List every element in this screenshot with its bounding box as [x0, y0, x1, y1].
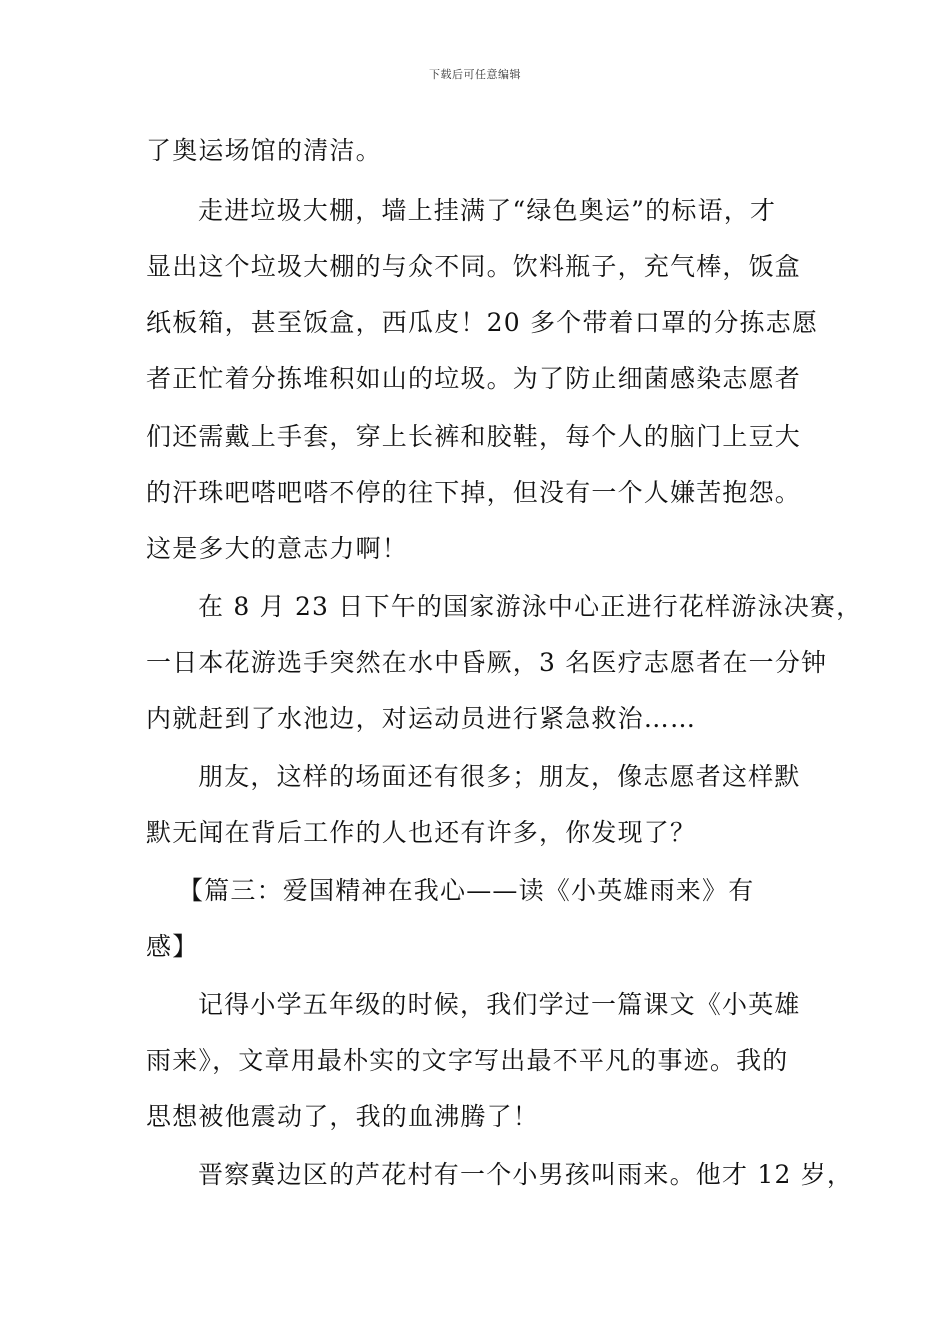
section-heading: 【篇三：爱国精神在我心——读《小英雄雨来》有	[178, 876, 755, 905]
text-line: 思想被他震动了，我的血沸腾了！	[146, 1102, 540, 1131]
page-header-note: 下载后可任意编辑	[429, 68, 521, 81]
text-line: 的汗珠吧嗒吧嗒不停的往下掉，但没有一个人嫌苦抱怨。	[146, 478, 802, 507]
paragraph-line: 在 8 月 23 日下午的国家游泳中心正进行花样游泳决赛，	[198, 592, 863, 621]
text-line: 显出这个垃圾大棚的与众不同。饮料瓶子，充气棒，饭盒	[146, 252, 802, 281]
paragraph-line: 晋察冀边区的芦花村有一个小男孩叫雨来。他才 12 岁，	[198, 1160, 854, 1189]
text-line: 默无闻在背后工作的人也还有许多，你发现了？	[146, 818, 697, 847]
text-line: 一日本花游选手突然在水中昏厥，3 名医疗志愿者在一分钟	[146, 648, 828, 677]
paragraph-line: 朋友，这样的场面还有很多；朋友，像志愿者这样默	[198, 762, 801, 791]
text-line: 内就赶到了水池边，对运动员进行紧急救治……	[146, 704, 697, 733]
text-line: 者正忙着分拣堆积如山的垃圾。为了防止细菌感染志愿者	[146, 364, 802, 393]
text-line: 雨来》，文章用最朴实的文字写出最不平凡的事迹。我的	[146, 1046, 789, 1075]
text-line: 们还需戴上手套，穿上长裤和胶鞋，每个人的脑门上豆大	[146, 422, 802, 451]
text-line: 纸板箱，甚至饭盒，西瓜皮！20 多个带着口罩的分拣志愿	[146, 308, 819, 337]
paragraph-line: 记得小学五年级的时候，我们学过一篇课文《小英雄	[198, 990, 801, 1019]
text-line: 这是多大的意志力啊！	[146, 534, 409, 563]
paragraph-line: 走进垃圾大棚，墙上挂满了“绿色奥运”的标语，才	[198, 196, 777, 225]
section-heading-continued: 感】	[146, 932, 199, 961]
text-line: 了奥运场馆的清洁。	[146, 136, 382, 165]
